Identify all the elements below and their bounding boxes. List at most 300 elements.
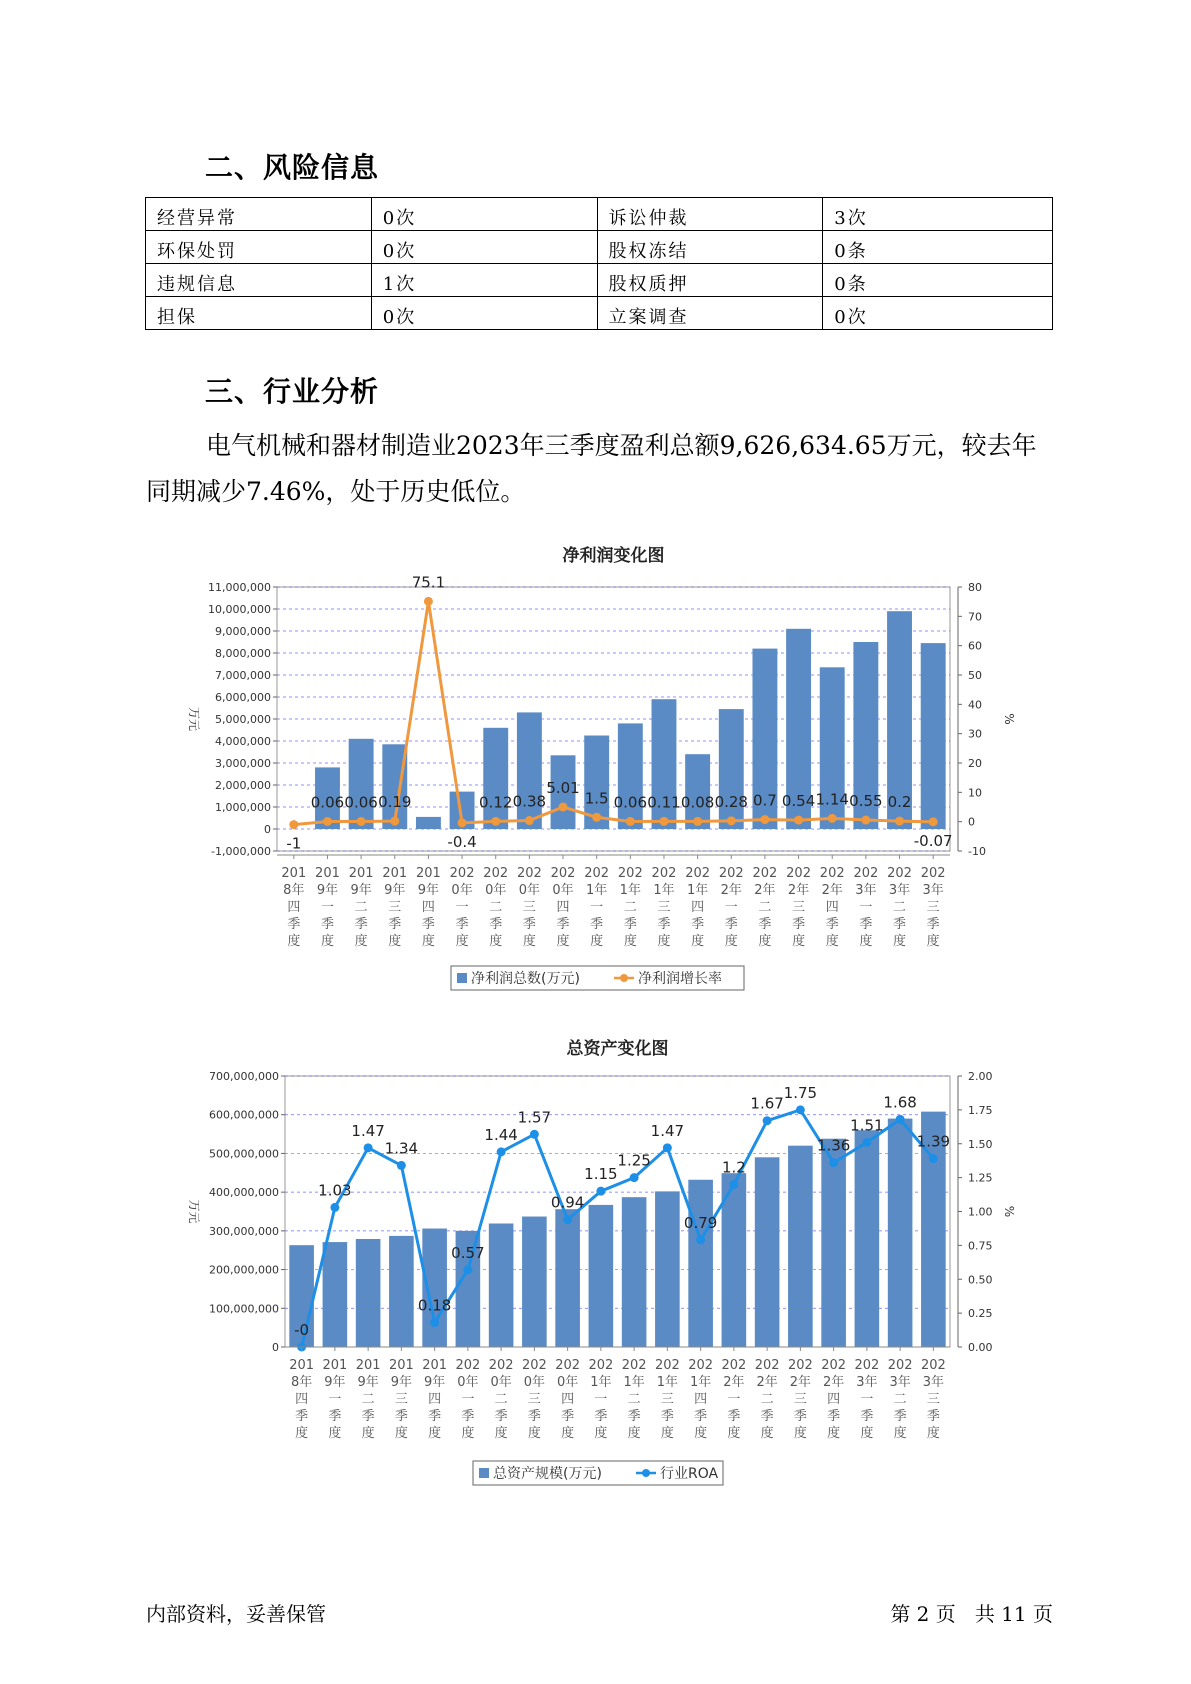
x-tick-label: 0年 xyxy=(485,883,507,898)
data-label: 1.03 xyxy=(318,1181,352,1200)
x-tick-label: 二 xyxy=(623,900,637,915)
x-tick-label: 0年 xyxy=(552,883,574,898)
x-tick-label: 一 xyxy=(594,1392,608,1407)
x-tick-label: 2年 xyxy=(723,1375,745,1390)
x-tick-label: 度 xyxy=(724,934,738,949)
y-axis-label: 万元 xyxy=(187,706,201,732)
x-tick-label: 1年 xyxy=(590,1375,612,1390)
x-tick-label: 度 xyxy=(527,1426,541,1441)
line-point xyxy=(390,817,399,826)
line-point xyxy=(430,1318,439,1327)
x-tick-label: 202 xyxy=(786,866,811,881)
data-label: 0.94 xyxy=(550,1193,585,1212)
x-tick-label: 季 xyxy=(859,917,873,932)
x-tick-label: 季 xyxy=(295,1409,309,1424)
x-tick-label: 季 xyxy=(793,1409,807,1424)
x-tick-label: 季 xyxy=(394,1409,408,1424)
risk-item-value: 1次 xyxy=(371,264,597,297)
risk-section-title: 二、风险信息 xyxy=(205,151,380,184)
industry-paragraph-text: 电气机械和器材制造业2023年三季度盈利总额9,626,634.65万元，较去年同期减少7.46%，处于历史低位。 xyxy=(146,431,1037,506)
risk-table xyxy=(145,197,1053,330)
legend-bar-label: 净利润总数(万元) xyxy=(471,971,580,987)
x-tick-label: 四 xyxy=(694,1392,708,1407)
y-tick-label: 400,000,000 xyxy=(209,1186,279,1200)
x-tick-label: 0年 xyxy=(457,1375,479,1390)
x-tick-label: 9年 xyxy=(324,1375,346,1390)
x-tick-label: 度 xyxy=(623,934,637,949)
x-tick-label: 202 xyxy=(584,866,610,881)
x-tick-label: 201 xyxy=(281,866,307,881)
x-tick-label: 201 xyxy=(422,1358,448,1373)
x-tick-label: 202 xyxy=(455,1358,481,1373)
x-tick-label: 202 xyxy=(853,866,879,881)
x-tick-label: 季 xyxy=(522,917,536,932)
data-label: 0.2 xyxy=(887,793,912,812)
data-label: 0.55 xyxy=(849,792,883,811)
x-tick-label: 度 xyxy=(792,934,806,949)
x-tick-label: 1年 xyxy=(653,883,675,898)
x-tick-label: 度 xyxy=(691,934,705,949)
line-point xyxy=(896,1115,905,1124)
line-point xyxy=(763,1116,772,1125)
y-tick-label: 6,000,000 xyxy=(215,691,271,704)
bar xyxy=(323,1242,348,1347)
data-label: 0.08 xyxy=(680,793,715,812)
x-tick-label: 一 xyxy=(859,900,873,915)
data-label: 1.68 xyxy=(883,1093,917,1112)
line-point xyxy=(626,817,635,826)
x-tick-label: 8年 xyxy=(283,883,305,898)
bar xyxy=(655,1191,680,1347)
x-tick-label: 季 xyxy=(792,917,806,932)
x-tick-label: 9年 xyxy=(357,1375,379,1390)
legend-line-label: 净利润增长率 xyxy=(638,971,722,987)
y-tick-label: 1,000,000 xyxy=(215,801,271,814)
line-point xyxy=(424,597,433,606)
x-tick-label: 度 xyxy=(328,1426,342,1441)
x-tick-label: 季 xyxy=(694,1409,708,1424)
data-label: 0.79 xyxy=(683,1213,718,1232)
x-tick-label: 202 xyxy=(854,1358,880,1373)
x-tick-label: 季 xyxy=(421,917,435,932)
risk-item-value: 3次 xyxy=(823,198,1053,231)
legend-line-marker xyxy=(642,1469,650,1477)
x-tick-label: 二 xyxy=(760,1392,774,1407)
line-point xyxy=(491,817,500,826)
risk-item-label: 股权冻结 xyxy=(597,231,823,264)
x-tick-label: 8年 xyxy=(290,1375,313,1390)
data-label: 1.44 xyxy=(484,1125,518,1144)
x-tick-label: 季 xyxy=(760,1409,774,1424)
x-tick-label: 度 xyxy=(461,1426,475,1441)
x-tick-label: 三 xyxy=(792,900,806,915)
data-label: 1.67 xyxy=(750,1094,784,1113)
data-label: 0.18 xyxy=(417,1296,452,1315)
y-tick-label: 200,000,000 xyxy=(209,1263,279,1277)
y2-tick-label: 2.00 xyxy=(968,1070,993,1083)
x-tick-label: 202 xyxy=(621,1358,647,1373)
data-label: 75.1 xyxy=(411,573,446,592)
data-label: 0.7 xyxy=(752,791,777,810)
industry-paragraph xyxy=(146,423,1056,515)
x-tick-label: 三 xyxy=(522,900,536,915)
y-tick-label: 600,000,000 xyxy=(209,1108,279,1122)
x-tick-label: 二 xyxy=(489,900,503,915)
x-tick-label: 季 xyxy=(860,1409,874,1424)
line-point xyxy=(828,814,837,823)
y-tick-label: 700,000,000 xyxy=(209,1070,279,1083)
risk-item-value: 0次 xyxy=(823,297,1053,330)
x-tick-label: 202 xyxy=(718,866,744,881)
x-tick-label: 度 xyxy=(590,934,604,949)
x-tick-label: 季 xyxy=(893,917,907,932)
risk-table-row xyxy=(146,264,1053,297)
data-label: -1 xyxy=(286,834,302,853)
x-tick-label: 9年 xyxy=(423,1375,446,1390)
data-label: 1.34 xyxy=(384,1139,419,1158)
line-point xyxy=(458,818,467,827)
bar xyxy=(821,1139,846,1347)
x-tick-label: 四 xyxy=(827,1392,841,1407)
x-tick-label: 季 xyxy=(489,917,503,932)
x-tick-label: 季 xyxy=(527,1409,541,1424)
x-tick-label: 季 xyxy=(691,917,705,932)
y2-tick-label: 10 xyxy=(968,786,982,800)
footer-note: 内部资料，妥善保管 xyxy=(146,1602,326,1626)
y2-tick-label: 0.00 xyxy=(968,1341,993,1354)
x-tick-label: 季 xyxy=(320,917,334,932)
x-tick-label: 0年 xyxy=(490,1375,512,1390)
chart-title: 总资产变化图 xyxy=(566,1039,669,1059)
line-point xyxy=(796,1105,805,1114)
y2-tick-label: 0 xyxy=(968,815,975,829)
line-point xyxy=(729,1180,738,1189)
x-tick-label: 1年 xyxy=(586,883,608,898)
risk-table-row xyxy=(146,297,1053,330)
x-tick-label: 度 xyxy=(561,1426,575,1441)
total-assets-chart xyxy=(0,1030,1191,1490)
x-tick-label: 9年 xyxy=(350,883,372,898)
x-tick-label: 季 xyxy=(361,1409,375,1424)
x-tick-label: 四 xyxy=(691,900,705,915)
line-point xyxy=(525,816,534,825)
y2-tick-label: 50 xyxy=(968,669,982,682)
x-tick-label: 二 xyxy=(354,900,368,915)
bar xyxy=(416,817,441,829)
y-tick-label: 0 xyxy=(272,1341,279,1354)
risk-table-row xyxy=(146,231,1053,264)
data-label: 1.57 xyxy=(517,1108,552,1127)
x-tick-label: 三 xyxy=(926,1392,940,1407)
line-point xyxy=(357,817,366,826)
data-label: 1.14 xyxy=(815,790,849,809)
x-tick-label: 一 xyxy=(727,1392,741,1407)
line-point xyxy=(727,816,736,825)
x-tick-label: 202 xyxy=(555,1358,581,1373)
x-tick-label: 202 xyxy=(754,1358,780,1373)
y-axis-label: 万元 xyxy=(187,1199,201,1224)
x-tick-label: 季 xyxy=(561,1409,575,1424)
x-tick-label: 一 xyxy=(328,1392,342,1407)
x-tick-label: 度 xyxy=(295,1426,309,1441)
x-tick-label: 0年 xyxy=(523,1375,546,1390)
x-tick-label: 二 xyxy=(361,1392,375,1407)
risk-item-label: 环保处罚 xyxy=(146,231,372,264)
x-tick-label: 1年 xyxy=(656,1375,679,1390)
bar xyxy=(719,709,744,829)
line-point xyxy=(929,1154,938,1163)
x-tick-label: 二 xyxy=(893,1392,907,1407)
x-tick-label: 度 xyxy=(760,1426,774,1441)
x-tick-label: 1年 xyxy=(623,1375,645,1390)
y-tick-label: 4,000,000 xyxy=(215,735,271,748)
x-tick-label: 四 xyxy=(421,900,435,915)
legend-line-marker xyxy=(620,974,628,982)
y-tick-label: 3,000,000 xyxy=(215,757,271,770)
x-tick-label: 202 xyxy=(449,866,475,881)
x-tick-label: 度 xyxy=(694,1426,708,1441)
x-tick-label: 202 xyxy=(688,1358,714,1373)
bar xyxy=(888,1119,913,1347)
x-tick-label: 四 xyxy=(287,900,301,915)
x-tick-label: 3年 xyxy=(889,1375,911,1390)
y-tick-label: 500,000,000 xyxy=(209,1147,279,1161)
line-point xyxy=(559,802,568,811)
x-tick-label: 四 xyxy=(428,1392,442,1407)
x-tick-label: 度 xyxy=(827,1426,841,1441)
x-tick-label: 202 xyxy=(617,866,643,881)
x-tick-label: 度 xyxy=(727,1426,741,1441)
x-tick-label: 202 xyxy=(920,1358,946,1373)
x-tick-label: 1年 xyxy=(686,883,709,898)
data-label: 5.01 xyxy=(546,778,580,797)
y2-tick-label: 1.00 xyxy=(968,1205,993,1219)
x-tick-label: 201 xyxy=(322,1358,348,1373)
risk-item-value: 0次 xyxy=(371,297,597,330)
data-label: 0.06 xyxy=(613,793,648,812)
line-point xyxy=(463,1265,472,1274)
x-tick-label: 一 xyxy=(461,1392,475,1407)
x-tick-label: 202 xyxy=(887,1358,913,1373)
line-point xyxy=(760,815,769,824)
line-point xyxy=(592,813,601,822)
line-point xyxy=(323,817,332,826)
x-tick-label: 季 xyxy=(287,917,301,932)
bar xyxy=(788,1146,813,1347)
line-point xyxy=(794,816,803,825)
x-tick-label: 季 xyxy=(556,917,570,932)
x-tick-label: 2年 xyxy=(756,1375,778,1390)
x-tick-label: 季 xyxy=(724,917,738,932)
x-tick-label: 202 xyxy=(821,1358,847,1373)
y-tick-label: 8,000,000 xyxy=(215,647,271,660)
risk-item-value: 0条 xyxy=(823,231,1053,264)
x-tick-label: 度 xyxy=(489,934,503,949)
x-tick-label: 201 xyxy=(382,866,408,881)
data-label: 0.06 xyxy=(310,793,345,812)
x-tick-label: 度 xyxy=(361,1426,375,1441)
line-point xyxy=(289,820,298,829)
x-tick-label: 201 xyxy=(348,866,374,881)
bar xyxy=(688,1180,713,1347)
line-point xyxy=(563,1215,572,1224)
x-tick-label: 度 xyxy=(860,1426,874,1441)
x-tick-label: 202 xyxy=(651,866,677,881)
x-tick-label: 度 xyxy=(594,1426,608,1441)
x-tick-label: 度 xyxy=(320,934,334,949)
page-number: 第 2 页 共 11 页 xyxy=(890,1602,1053,1626)
bar xyxy=(921,643,946,829)
y-tick-label: 7,000,000 xyxy=(215,669,271,682)
bar xyxy=(389,1236,414,1347)
x-tick-label: 三 xyxy=(394,1392,408,1407)
x-tick-label: 二 xyxy=(627,1392,641,1407)
data-label: 0.28 xyxy=(714,792,748,811)
x-tick-label: 四 xyxy=(561,1392,575,1407)
x-tick-label: 度 xyxy=(926,934,940,949)
bar xyxy=(489,1224,514,1347)
x-tick-label: 2年 xyxy=(789,1375,812,1390)
x-tick-label: 二 xyxy=(893,900,907,915)
risk-item-label: 违规信息 xyxy=(146,264,372,297)
x-tick-label: 季 xyxy=(388,917,402,932)
x-tick-label: 季 xyxy=(494,1409,508,1424)
data-label: 1.75 xyxy=(783,1083,818,1102)
y2-axis-label: % xyxy=(1002,1205,1016,1218)
data-label: -0 xyxy=(294,1321,310,1339)
x-tick-label: 度 xyxy=(893,934,907,949)
data-label: 1.2 xyxy=(721,1158,746,1177)
x-tick-label: 一 xyxy=(724,900,738,915)
x-tick-label: 度 xyxy=(494,1426,508,1441)
line-point xyxy=(829,1158,838,1167)
data-label: 1.5 xyxy=(584,789,609,808)
x-tick-label: 2年 xyxy=(787,883,810,898)
x-tick-label: 9年 xyxy=(390,1375,413,1390)
x-tick-label: 202 xyxy=(588,1358,614,1373)
x-tick-label: 一 xyxy=(320,900,334,915)
line-point xyxy=(663,1143,672,1152)
x-tick-label: 季 xyxy=(590,917,604,932)
data-label: 0.06 xyxy=(344,793,378,812)
risk-item-label: 经营异常 xyxy=(146,198,372,231)
data-label: 0.12 xyxy=(479,793,513,812)
line-point xyxy=(693,817,702,826)
y2-tick-label: 1.50 xyxy=(968,1137,993,1151)
x-tick-label: 二 xyxy=(758,900,772,915)
line-point xyxy=(596,1187,605,1196)
data-label: -0.07 xyxy=(913,831,953,850)
y2-tick-label: 30 xyxy=(968,727,982,741)
x-tick-label: 季 xyxy=(428,1409,442,1424)
x-tick-label: 1年 xyxy=(619,883,641,898)
x-tick-label: 202 xyxy=(521,1358,547,1373)
x-tick-label: 三 xyxy=(793,1392,807,1407)
line-point xyxy=(862,1138,871,1147)
x-tick-label: 度 xyxy=(793,1426,807,1441)
x-tick-label: 季 xyxy=(328,1409,342,1424)
x-tick-label: 度 xyxy=(758,934,772,949)
x-tick-label: 季 xyxy=(594,1409,608,1424)
x-tick-label: 202 xyxy=(488,1358,514,1373)
x-tick-label: 度 xyxy=(287,934,301,949)
bar xyxy=(755,1157,780,1347)
bar xyxy=(517,712,542,829)
y2-tick-label: 0.25 xyxy=(968,1307,993,1321)
x-tick-label: 202 xyxy=(819,866,845,881)
x-tick-label: 1年 xyxy=(689,1375,712,1390)
x-tick-label: 3年 xyxy=(888,883,911,898)
x-tick-label: 2年 xyxy=(720,883,742,898)
y-tick-label: 9,000,000 xyxy=(215,625,271,638)
x-tick-label: 四 xyxy=(825,900,839,915)
risk-table-row xyxy=(146,198,1053,231)
data-label: -0.4 xyxy=(447,832,477,851)
x-tick-label: 季 xyxy=(461,1409,475,1424)
risk-item-value: 0条 xyxy=(823,264,1053,297)
x-tick-label: 度 xyxy=(926,1426,940,1441)
x-tick-label: 9年 xyxy=(384,883,406,898)
x-tick-label: 0年 xyxy=(518,883,541,898)
y2-tick-label: 0.75 xyxy=(968,1239,993,1253)
x-tick-label: 202 xyxy=(721,1358,747,1373)
x-tick-label: 季 xyxy=(893,1409,907,1424)
data-label: 1.15 xyxy=(584,1165,618,1184)
x-tick-label: 度 xyxy=(522,934,536,949)
x-tick-label: 度 xyxy=(455,934,469,949)
x-tick-label: 三 xyxy=(388,900,402,915)
x-tick-label: 一 xyxy=(455,900,469,915)
x-tick-label: 202 xyxy=(516,866,542,881)
data-label: 1.47 xyxy=(351,1121,385,1140)
x-tick-label: 四 xyxy=(295,1392,309,1407)
y-tick-label: 100,000,000 xyxy=(209,1302,279,1316)
risk-item-label: 立案调查 xyxy=(597,297,823,330)
x-tick-label: 202 xyxy=(483,866,509,881)
legend-bar-label: 总资产规模(万元) xyxy=(493,1466,602,1482)
risk-item-value: 0次 xyxy=(371,198,597,231)
x-tick-label: 9年 xyxy=(316,883,339,898)
x-tick-label: 度 xyxy=(556,934,570,949)
bar xyxy=(356,1239,381,1347)
x-tick-label: 201 xyxy=(315,866,340,881)
y2-tick-label: 60 xyxy=(968,639,982,653)
x-tick-label: 202 xyxy=(654,1358,680,1373)
x-tick-label: 201 xyxy=(355,1358,381,1373)
y-tick-label: 11,000,000 xyxy=(208,581,271,594)
bar xyxy=(618,723,643,829)
data-label: 1.36 xyxy=(816,1136,851,1155)
risk-item-label: 股权质押 xyxy=(597,264,823,297)
industry-section-title: 三、行业分析 xyxy=(205,375,380,408)
x-tick-label: 季 xyxy=(827,1409,841,1424)
x-tick-label: 度 xyxy=(421,934,435,949)
risk-item-label: 担保 xyxy=(146,297,372,330)
line-point xyxy=(659,817,668,826)
x-tick-label: 度 xyxy=(825,934,839,949)
x-tick-label: 201 xyxy=(289,1358,315,1373)
line-point xyxy=(861,816,870,825)
x-tick-label: 201 xyxy=(388,1358,414,1373)
bar xyxy=(522,1217,547,1347)
x-tick-label: 202 xyxy=(920,866,946,881)
y-tick-label: -1,000,000 xyxy=(211,845,271,858)
y2-tick-label: 70 xyxy=(968,610,982,624)
bar xyxy=(349,739,374,829)
line-point xyxy=(895,817,904,826)
line-point xyxy=(530,1130,539,1139)
legend-line-label: 行业ROA xyxy=(660,1466,719,1482)
